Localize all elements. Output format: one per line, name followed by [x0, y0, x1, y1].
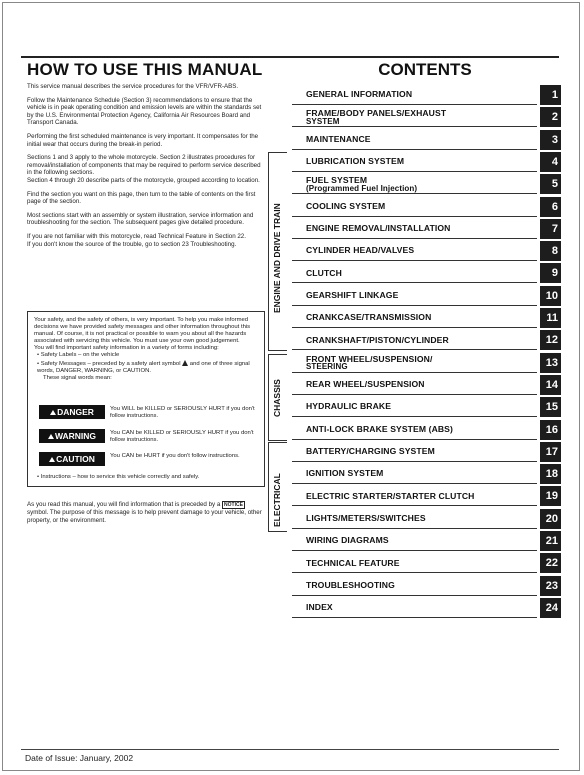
contents-row-subtitle: SYSTEM [306, 116, 340, 126]
contents-section-number: 5 [540, 174, 561, 194]
warning-badge [39, 429, 105, 443]
contents-row-label [292, 509, 537, 529]
notice-symbol: NOTICE [224, 502, 243, 508]
contents-row-title: MAINTENANCE [306, 133, 371, 144]
contents-row-title: LUBRICATION SYSTEM [306, 156, 405, 167]
contents-section-number: 20 [540, 509, 561, 529]
contents-row-title: ELECTRIC STARTER/STARTER CLUTCH [306, 490, 475, 501]
contents-row[interactable] [292, 152, 560, 173]
danger-text: You WILL be KILLED or SERIOUSLY HURT if you don't follow instructions. [110, 406, 255, 420]
contents-section-number: 23 [540, 576, 561, 596]
contents-row[interactable] [292, 375, 560, 396]
contents-row-title: TECHNICAL FEATURE [306, 557, 400, 568]
intro-text [27, 83, 267, 254]
contents-row[interactable] [292, 107, 560, 128]
contents-row-label [292, 576, 537, 596]
contents-row-title: ANTI-LOCK BRAKE SYSTEM (ABS) [306, 423, 453, 434]
contents-row-title: CRANKSHAFT/PISTON/CYLINDER [306, 334, 449, 345]
contents-row-title: GEARSHIFT LINKAGE [306, 289, 399, 300]
safety-box [27, 311, 265, 487]
contents-row-label [292, 464, 537, 484]
contents-row-title: COOLING SYSTEM [306, 200, 386, 211]
contents-row[interactable] [292, 576, 560, 597]
contents-row[interactable] [292, 130, 560, 151]
contents-row-label [292, 375, 537, 395]
danger-label: DANGER [57, 407, 94, 417]
how-to-use-title: HOW TO USE THIS MANUAL [27, 60, 263, 79]
contents-row-label [292, 553, 537, 573]
contents-row-label [292, 308, 537, 328]
safety-messages-text-2: and one of three signal words, DANGER, WARNING, or CAUTION. [37, 360, 250, 374]
contents-row-label [292, 152, 537, 172]
contents-section-number: 15 [540, 397, 561, 417]
intro-paragraph: Performing the first scheduled maintenance is very important. It compensates for the initial wear that occurs during the break-in period. [27, 132, 259, 148]
contents-row-title: REAR WHEEL/SUSPENSION [306, 379, 425, 390]
intro-paragraph: Sections 1 and 3 apply to the whole motorcycle. Section 2 illustrates procedures for removal/installation of components that may be required to perform service described in the following sections. [27, 154, 261, 177]
contents-section-number: 4 [540, 152, 561, 172]
contents-row[interactable] [292, 353, 560, 374]
contents-row-title: FRAME/BODY PANELS/EXHAUST [306, 108, 447, 119]
contents-row[interactable] [292, 85, 560, 106]
intro-paragraph: If you don't know the source of the trouble, go to section 23 Troubleshooting. [27, 240, 237, 248]
contents-section-number: 14 [540, 375, 561, 395]
contents-row-label [292, 197, 537, 217]
safety-list-item: • Instructions – how to service this vehicle correctly and safely. [37, 474, 200, 480]
contents-row-title: TROUBLESHOOTING [306, 579, 395, 590]
contents-row-label [292, 107, 537, 127]
safety-intro-2: You will find important safety information in a variety of forms including: [34, 345, 219, 352]
contents-row[interactable] [292, 420, 560, 441]
contents-section-number: 22 [540, 553, 561, 573]
contents-row-label [292, 85, 537, 105]
contents-row[interactable] [292, 442, 560, 463]
group-label-chassis: CHASSIS [272, 379, 282, 417]
contents-row-subtitle: STEERING [306, 362, 348, 372]
contents-section-number: 1 [540, 85, 561, 105]
contents-row[interactable] [292, 241, 560, 262]
contents-row-title: CYLINDER HEAD/VALVES [306, 245, 415, 256]
contents-row-label [292, 130, 537, 150]
alert-triangle-icon [50, 410, 56, 415]
contents-row[interactable] [292, 263, 560, 284]
contents-row-title: FRONT WHEEL/SUSPENSION/ [306, 353, 433, 364]
caution-badge [39, 452, 105, 466]
contents-row-label [292, 598, 537, 618]
contents-row[interactable] [292, 509, 560, 530]
contents-section-number: 19 [540, 486, 561, 506]
contents-row-label [292, 330, 537, 350]
contents-row-label [292, 174, 537, 194]
footer-rule [21, 749, 559, 750]
contents-section-number: 21 [540, 531, 561, 551]
contents-section-number: 11 [540, 308, 561, 328]
contents-section-number: 18 [540, 464, 561, 484]
contents-section-number: 8 [540, 241, 561, 261]
caution-label: CAUTION [56, 454, 95, 464]
group-label-electrical: ELECTRICAL [272, 473, 282, 527]
contents-row[interactable] [292, 553, 560, 574]
contents-section-number: 2 [540, 107, 561, 127]
intro-paragraph: Section 4 through 20 describe parts of the motorcycle, grouped according to location. [27, 176, 260, 184]
contents-row-subtitle: (Programmed Fuel Injection) [306, 183, 418, 193]
contents-row[interactable] [292, 219, 560, 240]
contents-row-label [292, 397, 537, 417]
contents-row-title: HYDRAULIC BRAKE [306, 401, 392, 412]
safety-list-item: • Safety Labels – on the vehicle [37, 352, 120, 359]
contents-row[interactable] [292, 174, 560, 195]
intro-paragraph: Find the section you want on this page, then turn to the table of contents on the first page of the section. [27, 190, 256, 206]
signal-words-intro: These signal words mean: [43, 374, 112, 381]
contents-section-number: 13 [540, 353, 561, 373]
contents-row[interactable] [292, 397, 560, 418]
contents-title: CONTENTS [378, 60, 472, 79]
contents-section-number: 6 [540, 197, 561, 217]
contents-row-title: ENGINE REMOVAL/INSTALLATION [306, 223, 451, 233]
contents-section-number: 3 [540, 130, 561, 150]
notice-text-post: symbol. The purpose of this message is to help prevent damage to your vehicle, other property, or the environment. [27, 509, 262, 524]
contents-row-label [292, 286, 537, 306]
intro-paragraph: This service manual describes the service procedures for the VFR/VFR-ABS. [27, 83, 239, 90]
contents-row[interactable] [292, 486, 560, 507]
date-of-issue: Date of Issue: January, 2002 [25, 753, 134, 763]
header-rule [21, 56, 559, 58]
contents-row-label [292, 219, 537, 239]
contents-section-number: 10 [540, 286, 561, 306]
safety-intro: Your safety, and the safety of others, is very important. To help you make informed decisions we have provided safety messages and other information throughout this manual. Of course, it is not practical or possible to warn you about all the hazards associated with servicing this vehicle. You must use your own good judgement. [34, 317, 251, 345]
contents-row-title: WIRING DIAGRAMS [306, 535, 389, 546]
intro-paragraph: If you are not familiar with this motorcycle, read Technical Feature in Section 22. [27, 232, 246, 240]
contents-row-title: CLUTCH [306, 267, 342, 278]
safety-list-item [37, 360, 258, 375]
safety-messages-text: • Safety Messages – preceded by a safety alert symbol [37, 360, 181, 367]
contents-section-number: 24 [540, 598, 561, 618]
contents-row[interactable] [292, 197, 560, 218]
contents-row[interactable] [292, 531, 560, 552]
contents-section-number: 7 [540, 219, 561, 239]
contents-row-label [292, 263, 537, 283]
contents-row-label [292, 420, 537, 440]
contents-row-label [292, 442, 537, 462]
contents-row-label [292, 353, 537, 373]
alert-triangle-icon [49, 457, 55, 462]
contents-row-title: INDEX [306, 602, 333, 613]
contents-row[interactable] [292, 308, 560, 329]
alert-triangle-icon [48, 434, 54, 439]
warning-label: WARNING [54, 431, 97, 441]
contents-row-label [292, 241, 537, 261]
contents-row-title: BATTERY/CHARGING SYSTEM [306, 446, 435, 456]
contents-row-label [292, 531, 537, 551]
danger-badge [39, 405, 105, 419]
contents-row-title: LIGHTS/METERS/SWITCHES [306, 512, 426, 523]
contents-section-number: 12 [540, 330, 561, 350]
contents-row[interactable] [292, 330, 560, 351]
contents-row-title: IGNITION SYSTEM [306, 468, 384, 479]
contents-row-label [292, 486, 537, 506]
contents-row-title: CRANKCASE/TRANSMISSION [306, 312, 432, 323]
group-label-engine: ENGINE AND DRIVE TRAIN [272, 203, 282, 313]
caution-text: You CAN be HURT if you don't follow instructions. [110, 453, 240, 459]
contents-section-number: 9 [540, 263, 561, 283]
contents-section-number: 16 [540, 420, 561, 440]
warning-text: You CAN be KILLED or SERIOUSLY HURT if you don't follow instructions. [110, 430, 254, 444]
contents-row[interactable] [292, 598, 560, 619]
notice-paragraph [27, 501, 267, 524]
notice-text-pre: As you read this manual, you will find information that is preceded by a [27, 501, 221, 508]
contents-section-number: 17 [540, 442, 561, 462]
contents-row-title: GENERAL INFORMATION [306, 89, 413, 100]
contents-row[interactable] [292, 464, 560, 485]
intro-paragraph: Follow the Maintenance Schedule (Section 3) recommendations to ensure that the vehicle is in peak operating condition and emission levels are within the standards set by the U.S. Environmental Protection Agency, California Air Resources Board and Transport Canada. [27, 96, 262, 127]
contents-row-title: FUEL SYSTEM [306, 175, 368, 186]
contents-row[interactable] [292, 286, 560, 307]
safety-alert-icon [182, 360, 188, 366]
intro-paragraph: Most sections start with an assembly or system illustration, service information and troubleshooting for the section. The subsequent pages give detailed procedure. [27, 211, 254, 227]
